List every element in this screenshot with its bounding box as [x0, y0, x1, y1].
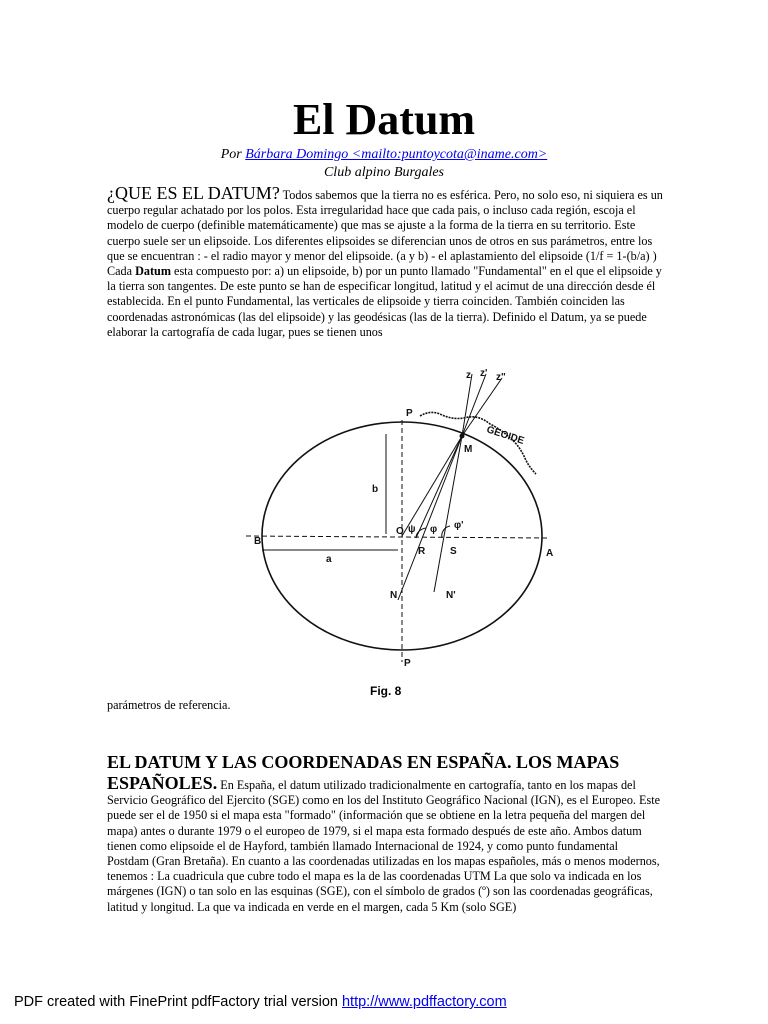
footer-text: PDF created with FinePrint pdfFactory trial version	[14, 994, 342, 1010]
page-title: El Datum	[292, 95, 476, 144]
pdffactory-link[interactable]: http://www.pdffactory.com	[341, 994, 507, 1010]
label-n: N	[390, 590, 398, 601]
section1-bold-datum: Datum	[135, 264, 171, 279]
section2-body: En España, el datum utilizado tradicionalmente en cartografía, tanto en los mapas del Servicio Geográfico del Ejercito (SGE) como en los del Instituto Geográfico Nacional (IGN), es el Europeo. Este puede ser el de 1950 si el mapa esta "formado" (información que se obtiene en la letra pequeña del margen del mapa) antes o durante 1979 o el europeo de 1979, si el mapa esta formado después de este año. Ambos datum tienen como elipsoide el de Hayford, también llamado Internacional de 1924, y como punto fundamental Postdam (Gran Bretaña). En cuanto a las coordenadas utilizadas en los mapas españoles, más o menos modernos, tenemos : La cuadricula que cubre todo el mapa es la de las coordenadas UTM La que solo va indicada en los márgenes (IGN) o tan solo en las esquinas (SGE), con el símbolo de grados (º) son las coordenadas geográficas, latitud y longitud. La que va indicada en verde en el margen, cada 5 Km (solo SGE)	[107, 778, 660, 914]
author-email-link[interactable]: Bárbara Domingo <mailto:puntoycota@iname.com>	[245, 147, 548, 162]
label-a-lower: a	[326, 554, 332, 565]
label-r: R	[418, 546, 426, 557]
club-name: Club alpino Burgales	[323, 165, 445, 180]
section1-paragraph	[107, 184, 663, 340]
byline	[0, 146, 768, 164]
section2-heading-lead: ESPAÑOLES.	[107, 773, 218, 793]
label-o: O	[396, 526, 404, 537]
normal-line-n	[398, 436, 462, 600]
label-m: M	[464, 444, 473, 455]
label-geoide: GEOIDE	[485, 424, 526, 447]
label-b-left: B	[254, 536, 262, 547]
pdf-footer	[14, 994, 507, 1010]
label-phi-prime: φ'	[454, 520, 464, 531]
label-z-prime: z'	[480, 368, 488, 379]
label-z-double: z"	[496, 372, 506, 383]
label-p-top: P	[406, 408, 413, 419]
section1-heading: ¿QUE ES EL DATUM?	[107, 183, 280, 203]
section1-body-continued: esta compuesto por: a) un elipsoide, b) por un punto llamado "Fundamental" en el que el elipsoide y la tierra son tangentes. De este punto se han de especificar longitud, latitud y el acimut de una dirección desde él establecida. En el punto Fundamental, las verticales de elipsoide y tierra coinciden. También coinciden las coordenadas astronómicas (las del elipsoide) y las geodésicas (las de la tierra). Definido el Datum, ya se puede elaborar la cartografía de cada lugar, pues se tienen unos	[107, 264, 662, 339]
section2-paragraph	[107, 774, 663, 915]
label-s: S	[450, 546, 457, 557]
label-z: z	[466, 370, 471, 381]
label-b-vertical: b	[372, 484, 379, 495]
zenith-z	[462, 374, 472, 436]
point-m	[460, 434, 465, 439]
label-a-right: A	[546, 548, 554, 559]
label-n-prime: N'	[446, 590, 456, 601]
section2-heading: EL DATUM Y LAS COORDENADAS EN ESPAÑA. LOS MAPAS	[107, 752, 620, 772]
label-psi: ψ	[408, 524, 416, 535]
label-phi: φ	[430, 524, 438, 535]
section1-body: Todos sabemos que la tierra no es esférica. Pero, no solo eso, ni siquiera es un cuerpo regular achatado por los polos. Esta irregularidad hace que cada pais, o incluso cada región, escoja el modelo de cuerpo (definible matemáticamente) que mas se ajuste a la forma de la tierra en su territorio. Este cuerpo suele ser un elipsoide. Los diferentes elipsoides se diferencian unos de otros en sus parámetros, entre los que se encuentran : - el radio mayor y menor del elipsoide. (a y b) - el aplastamiento del elipsoide (1/f = 1-(b/a) ) Cada	[107, 188, 663, 279]
ellipsoid-geoid-diagram	[240, 362, 570, 702]
zenith-z-prime	[462, 374, 486, 436]
byline-prefix: Por	[220, 147, 246, 162]
angle-arc-phi-prime	[442, 526, 450, 538]
section1-continuation: parámetros de referencia.	[107, 698, 231, 712]
figure-caption: Fig. 8	[370, 684, 402, 698]
label-p-bottom: P	[404, 658, 411, 669]
